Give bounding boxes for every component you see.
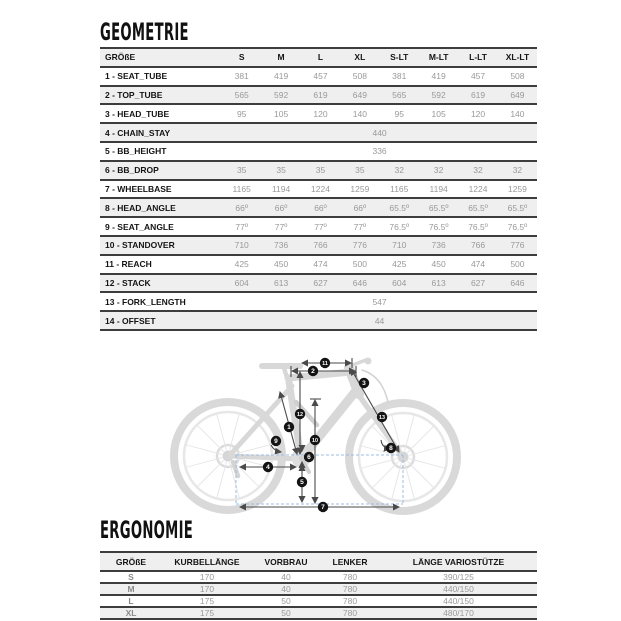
geometry-cell: 77º (353, 221, 367, 232)
svg-text:9: 9 (274, 438, 278, 446)
geometry-cell: 736 (273, 240, 289, 251)
geometry-cell: 140 (510, 108, 525, 119)
geometry-row (100, 67, 537, 86)
geometry-row-label: 5 - BB_HEIGHT (105, 146, 167, 157)
geometry-cell: 77º (235, 221, 248, 232)
geometry-cell: 425 (234, 259, 249, 270)
measure-badge-2 (308, 366, 318, 376)
geometry-cell: 776 (510, 240, 525, 251)
geometry-cell: 419 (431, 71, 446, 82)
measure-badge-13 (377, 412, 387, 422)
geometry-cell: 120 (313, 108, 328, 119)
geometry-row-label: 2 - TOP_TUBE (105, 89, 163, 100)
svg-text:7: 7 (321, 504, 325, 512)
ergonomics-column-header: LENKER (332, 556, 368, 567)
ergonomics-cell: 780 (342, 572, 358, 582)
geometry-cell: 1165 (390, 183, 409, 194)
geometry-section-title: GEOMETRIE (100, 18, 189, 46)
svg-text:12: 12 (297, 412, 303, 419)
geometry-cell: 766 (470, 240, 486, 251)
geometry-cell: 565 (234, 89, 249, 100)
geometry-cell: 76.5º (428, 221, 449, 232)
ergonomics-table (100, 551, 537, 620)
top-tube (288, 372, 351, 378)
measure-badge-8 (386, 443, 396, 453)
geometry-cell: 66º (353, 202, 367, 213)
geometry-cell: 105 (273, 108, 289, 119)
geometry-cell: 95 (236, 108, 247, 119)
ergonomics-cell: 780 (342, 596, 358, 606)
geometry-row-label: 12 - STACK (105, 277, 151, 288)
ergonomics-cell: 780 (342, 584, 358, 594)
geometry-row-label: 14 - OFFSET (105, 315, 156, 326)
ergonomics-size-cell: M (127, 584, 135, 594)
geometry-row-label: 8 - HEAD_ANGLE (105, 202, 176, 213)
ergonomics-column-header: VORBRAU (264, 556, 308, 567)
geometry-row-label: 11 - REACH (105, 259, 152, 270)
geometry-cell: 1194 (271, 183, 291, 194)
geometry-cell: 565 (392, 89, 407, 100)
measure-badge-12 (295, 409, 305, 419)
geometry-cell: 508 (510, 71, 525, 82)
ergonomics-column-header: LÄNGE VARIOSTÜTZE (412, 556, 505, 567)
geometry-header-row (100, 48, 537, 67)
geometry-cell: 613 (273, 277, 289, 288)
geometry-cell: 419 (273, 71, 289, 82)
geometry-cell: 613 (431, 277, 446, 288)
geometry-column-header: M (277, 52, 285, 63)
geometry-cell: 649 (510, 89, 525, 100)
geometry-cell-span: 440 (372, 127, 387, 138)
svg-text:6: 6 (307, 454, 311, 462)
ergonomics-cell: 50 (281, 596, 291, 606)
geometry-cell: 105 (431, 108, 446, 119)
geometry-row-label: 10 - STANDOVER (105, 240, 175, 251)
geometry-cell: 710 (392, 240, 407, 251)
geometry-row (100, 123, 537, 142)
geometry-column-header: M-LT (428, 52, 449, 63)
svg-text:5: 5 (300, 479, 304, 487)
geometry-cell: 474 (313, 259, 328, 270)
geometry-cell: 76.5º (468, 221, 488, 232)
geometry-cell: 381 (234, 71, 249, 82)
geometry-cell-span: 336 (372, 146, 387, 157)
geometry-cell: 66º (314, 202, 327, 213)
geometry-row (100, 161, 537, 180)
ergonomics-row (100, 583, 537, 595)
geometry-cell: 627 (313, 277, 328, 288)
geometry-row (100, 86, 537, 105)
ergonomics-row (100, 607, 537, 619)
geometry-cell: 32 (433, 165, 444, 176)
geometry-column-header: XL (354, 52, 366, 63)
geometry-cell: 1165 (232, 183, 251, 194)
geometry-cell: 66º (235, 202, 248, 213)
geometry-cell: 1194 (429, 183, 448, 194)
geometry-cell-span: 44 (374, 315, 385, 326)
handlebar-grip (365, 358, 372, 365)
geometry-cell: 35 (236, 165, 247, 176)
measure-steering-axis (351, 369, 399, 452)
geometry-cell: 65.5º (468, 202, 488, 213)
geometry-cell: 508 (352, 71, 367, 82)
ergonomics-section-title: ERGONOMIE (100, 516, 194, 544)
geometry-row-label: 6 - BB_DROP (105, 165, 159, 176)
ergonomics-size-cell: S (128, 572, 134, 582)
bike-frame (230, 358, 402, 477)
measure-badge-1 (284, 422, 294, 432)
geometry-row-label: 3 - HEAD_TUBE (105, 108, 170, 119)
ergonomics-size-cell: L (128, 596, 134, 606)
ergonomics-cell: 40 (281, 572, 291, 582)
geometry-row (100, 104, 537, 123)
geometry-row-label: 9 - SEAT_ANGLE (105, 221, 174, 232)
geometry-cell: 776 (352, 240, 367, 251)
svg-text:10: 10 (312, 438, 318, 445)
geometry-cell: 66º (274, 202, 288, 213)
geometry-row-label: 4 - CHAIN_STAY (105, 127, 171, 138)
measure-badge-9 (271, 436, 281, 446)
ergonomics-cell: 170 (199, 584, 215, 594)
ergonomics-column-header: KURBELLÄNGE (174, 556, 240, 567)
ergonomics-size-cell: XL (125, 608, 137, 618)
measure-badge-3 (359, 378, 369, 388)
geometry-cell: 619 (470, 89, 486, 100)
geometry-cell: 1259 (507, 183, 527, 194)
geometry-cell: 592 (273, 89, 289, 100)
ergonomics-cell: 40 (281, 584, 291, 594)
svg-text:4: 4 (266, 464, 270, 472)
geometry-cell: 120 (470, 108, 486, 119)
geometry-cell: 77º (274, 221, 288, 232)
geometry-cell: 736 (431, 240, 446, 251)
geometry-cell: 500 (510, 259, 525, 270)
ergonomics-cell: 480/170 (443, 608, 474, 618)
svg-text:8: 8 (389, 445, 393, 453)
measure-badge-7 (318, 502, 328, 512)
ergonomics-cell: 780 (342, 608, 358, 618)
geometry-cell: 604 (392, 277, 407, 288)
ergonomics-cell: 390/125 (443, 572, 474, 582)
svg-text:2: 2 (311, 368, 315, 376)
geometry-row (100, 236, 537, 255)
geometry-cell: 627 (470, 277, 486, 288)
geometry-cell: 425 (392, 259, 407, 270)
measure-badge-5 (297, 477, 307, 487)
geometry-cell: 474 (470, 259, 486, 270)
geometry-row (100, 142, 537, 161)
svg-text:3: 3 (362, 380, 366, 388)
chain-stay (230, 456, 300, 459)
measure-badge-4 (263, 462, 273, 472)
geometry-row (100, 255, 537, 274)
geometry-column-header: L-LT (469, 52, 487, 63)
geometry-row (100, 292, 537, 311)
geometry-cell-span: 547 (372, 296, 387, 307)
measure-badge-6 (304, 452, 314, 462)
ergonomics-cell: 440/150 (443, 596, 474, 606)
ergonomics-row (100, 571, 537, 583)
geometry-row-label: 7 - WHEELBASE (105, 183, 172, 194)
geometry-table (100, 47, 537, 331)
geometry-cell: 1224 (311, 183, 330, 194)
geometry-cell: 65.5º (389, 202, 410, 213)
geometry-cell: 381 (392, 71, 407, 82)
geometry-row-label: 1 - SEAT_TUBE (105, 71, 168, 82)
badge-layer (263, 358, 396, 512)
geometry-cell: 95 (394, 108, 404, 119)
geometry-cell: 450 (431, 259, 446, 270)
geometry-column-header: GRÖßE (105, 52, 136, 63)
ergonomics-cell: 440/150 (443, 584, 474, 594)
geometry-column-header: XL-LT (505, 52, 530, 63)
geometry-row (100, 217, 537, 236)
geometry-cell: 35 (355, 165, 365, 176)
geometry-cell: 35 (276, 165, 286, 176)
geometry-cell: 619 (313, 89, 328, 100)
geometry-cell: 65.5º (507, 202, 528, 213)
geometry-column-header: S (238, 52, 245, 63)
geometry-cell: 76.5º (507, 221, 528, 232)
geometry-cell: 32 (512, 165, 523, 176)
geometry-column-header: S-LT (390, 52, 409, 63)
geometry-row (100, 198, 537, 217)
geometry-cell: 450 (273, 259, 289, 270)
geometry-row (100, 311, 537, 330)
svg-text:1: 1 (287, 424, 291, 432)
bike-geometry-diagram (0, 345, 621, 523)
ergonomics-header-row (100, 552, 537, 571)
ergonomics-cell: 175 (199, 608, 215, 618)
geometry-cell: 35 (315, 165, 326, 176)
geometry-cell: 604 (234, 277, 249, 288)
geometry-cell: 766 (313, 240, 328, 251)
geometry-cell: 32 (394, 165, 404, 176)
geometry-cell: 646 (510, 277, 525, 288)
geometry-cell: 457 (313, 71, 328, 82)
geometry-cell: 500 (352, 259, 367, 270)
svg-text:11: 11 (322, 361, 328, 368)
ergonomics-cell: 175 (199, 596, 215, 606)
geometry-cell: 77º (314, 221, 327, 232)
geometry-cell: 457 (470, 71, 486, 82)
geometry-cell: 140 (352, 108, 367, 119)
measure-badge-10 (310, 435, 320, 445)
geometry-cell: 1224 (468, 183, 488, 194)
measure-badge-11 (320, 358, 330, 368)
geometry-row (100, 274, 537, 293)
geometry-cell: 646 (352, 277, 367, 288)
geometry-cell: 649 (352, 89, 367, 100)
geometry-cell: 1259 (350, 183, 370, 194)
rear-derailleur (233, 462, 238, 476)
geometry-cell: 592 (431, 89, 446, 100)
geometry-cell: 710 (234, 240, 249, 251)
geometry-cell: 76.5º (389, 221, 410, 232)
ergonomics-cell: 50 (281, 608, 291, 618)
ergonomics-cell: 170 (199, 572, 215, 582)
svg-text:13: 13 (379, 415, 385, 422)
geometry-cell: 32 (473, 165, 483, 176)
ergonomics-column-header: GRÖßE (115, 556, 147, 567)
geometry-column-header: L (317, 52, 324, 63)
geometry-row (100, 180, 537, 199)
ergonomics-row (100, 595, 537, 607)
geometry-cell: 65.5º (428, 202, 449, 213)
geometry-row-label: 13 - FORK_LENGTH (105, 296, 186, 307)
